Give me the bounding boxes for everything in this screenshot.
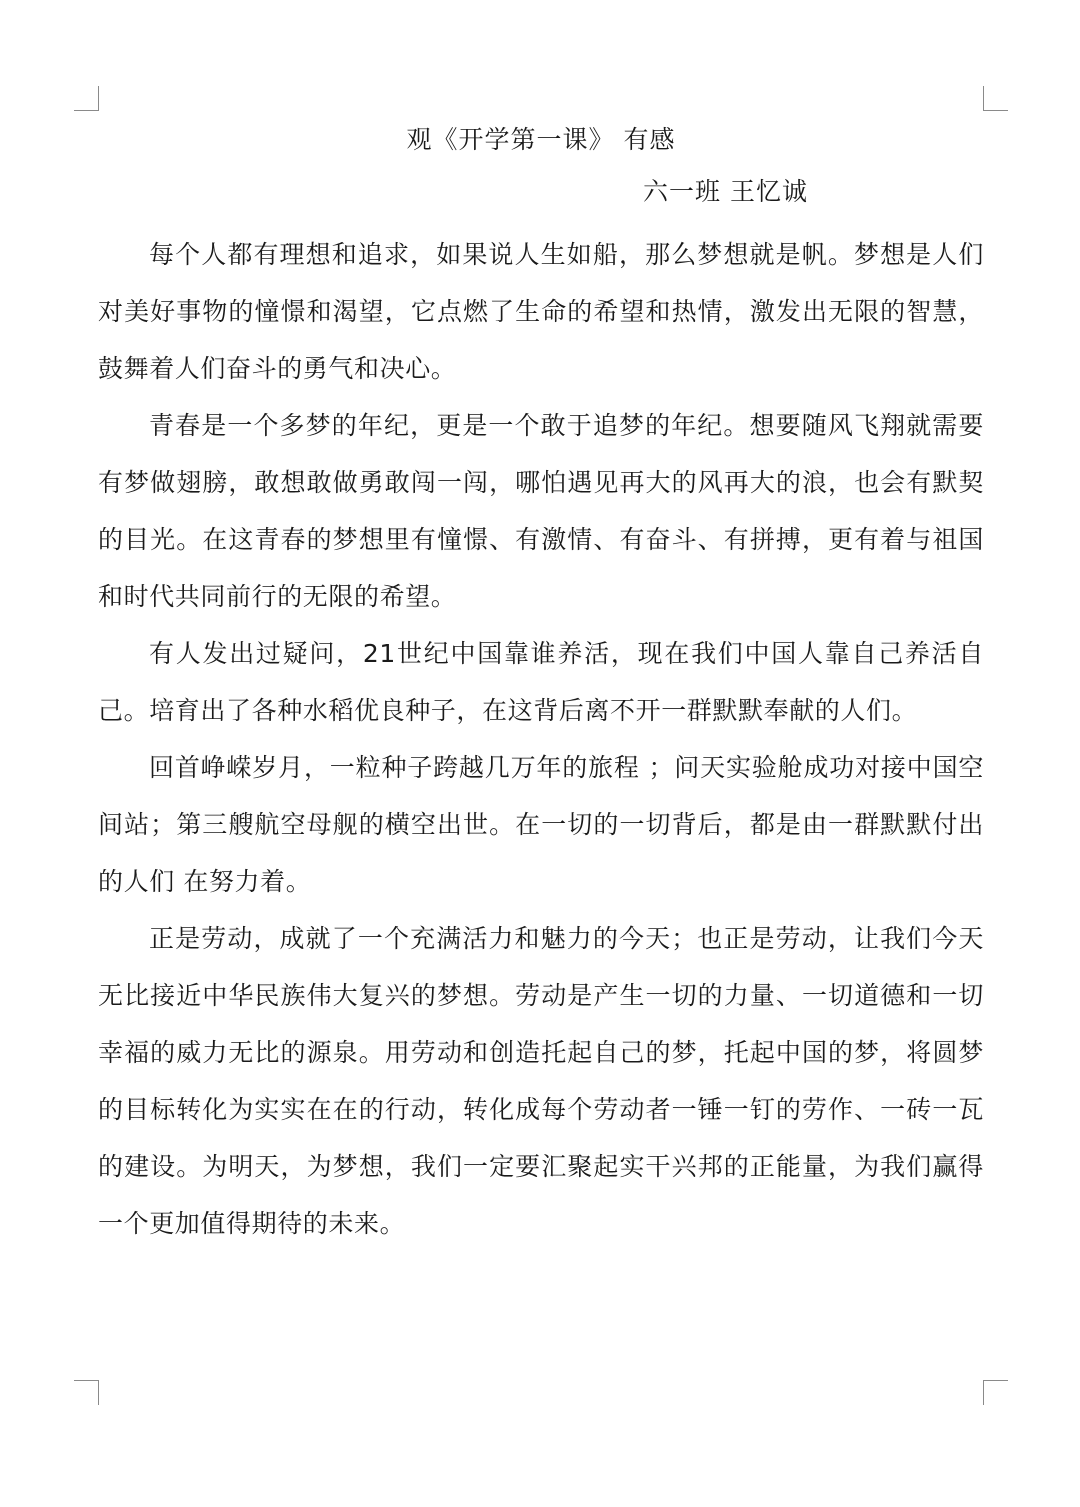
crop-mark-bottom-left <box>74 1380 99 1405</box>
document-author: 六一班 王忆诚 <box>643 177 808 206</box>
crop-mark-top-right <box>983 86 1008 111</box>
paragraph-4: 回首峥嵘岁月，一粒种子跨越几万年的旅程 ；问天实验舱成功对接中国空间站；第三艘航空母舰的横空出世。在一切的一切背后，都是由一群默默付出的人们 在努力着。 <box>98 753 984 896</box>
crop-mark-bottom-right <box>983 1380 1008 1405</box>
crop-mark-top-left <box>74 86 99 111</box>
paragraph-2: 青春是一个多梦的年纪，更是一个敢于追梦的年纪。想要随风飞翔就需要有梦做翅膀，敢想敢做勇敢闯一闯，哪怕遇见再大的风再大的浪，也会有默契的目光。在这青春的梦想里有憧憬、有激情、有奋斗、有拼搏，更有着与祖国和时代共同前行的无限的希望。 <box>98 411 984 611</box>
document-title: 观《开学第一课》 有感 <box>406 125 676 154</box>
paragraph-1: 每个人都有理想和追求，如果说人生如船，那么梦想就是帆。梦想是人们对美好事物的憧憬和渴望，它点燃了生命的希望和热情，激发出无限的智慧，鼓舞着人们奋斗的勇气和决心。 <box>98 240 984 383</box>
paragraph-5: 正是劳动，成就了一个充满活力和魅力的今天；也正是劳动，让我们今天无比接近中华民族伟大复兴的梦想。劳动是产生一切的力量、一切道德和一切幸福的威力无比的源泉。用劳动和创造托起自己的梦，托起中国的梦，将圆梦的目标转化为实实在在的行动，转化成每个劳动者一锤一钉的劳作、一砖一瓦的建设。为明天，为梦想，我们一定要汇聚起实干兴邦的正能量，为我们赢得一个更加值得期待的未来。 <box>98 924 984 1238</box>
paragraph-3: 有人发出过疑问，21世纪中国靠谁养活，现在我们中国人靠自己养活自己。培育出了各种水稻优良种子，在这背后离不开一群默默奉献的人们。 <box>98 639 984 725</box>
document-body <box>98 118 984 1252</box>
